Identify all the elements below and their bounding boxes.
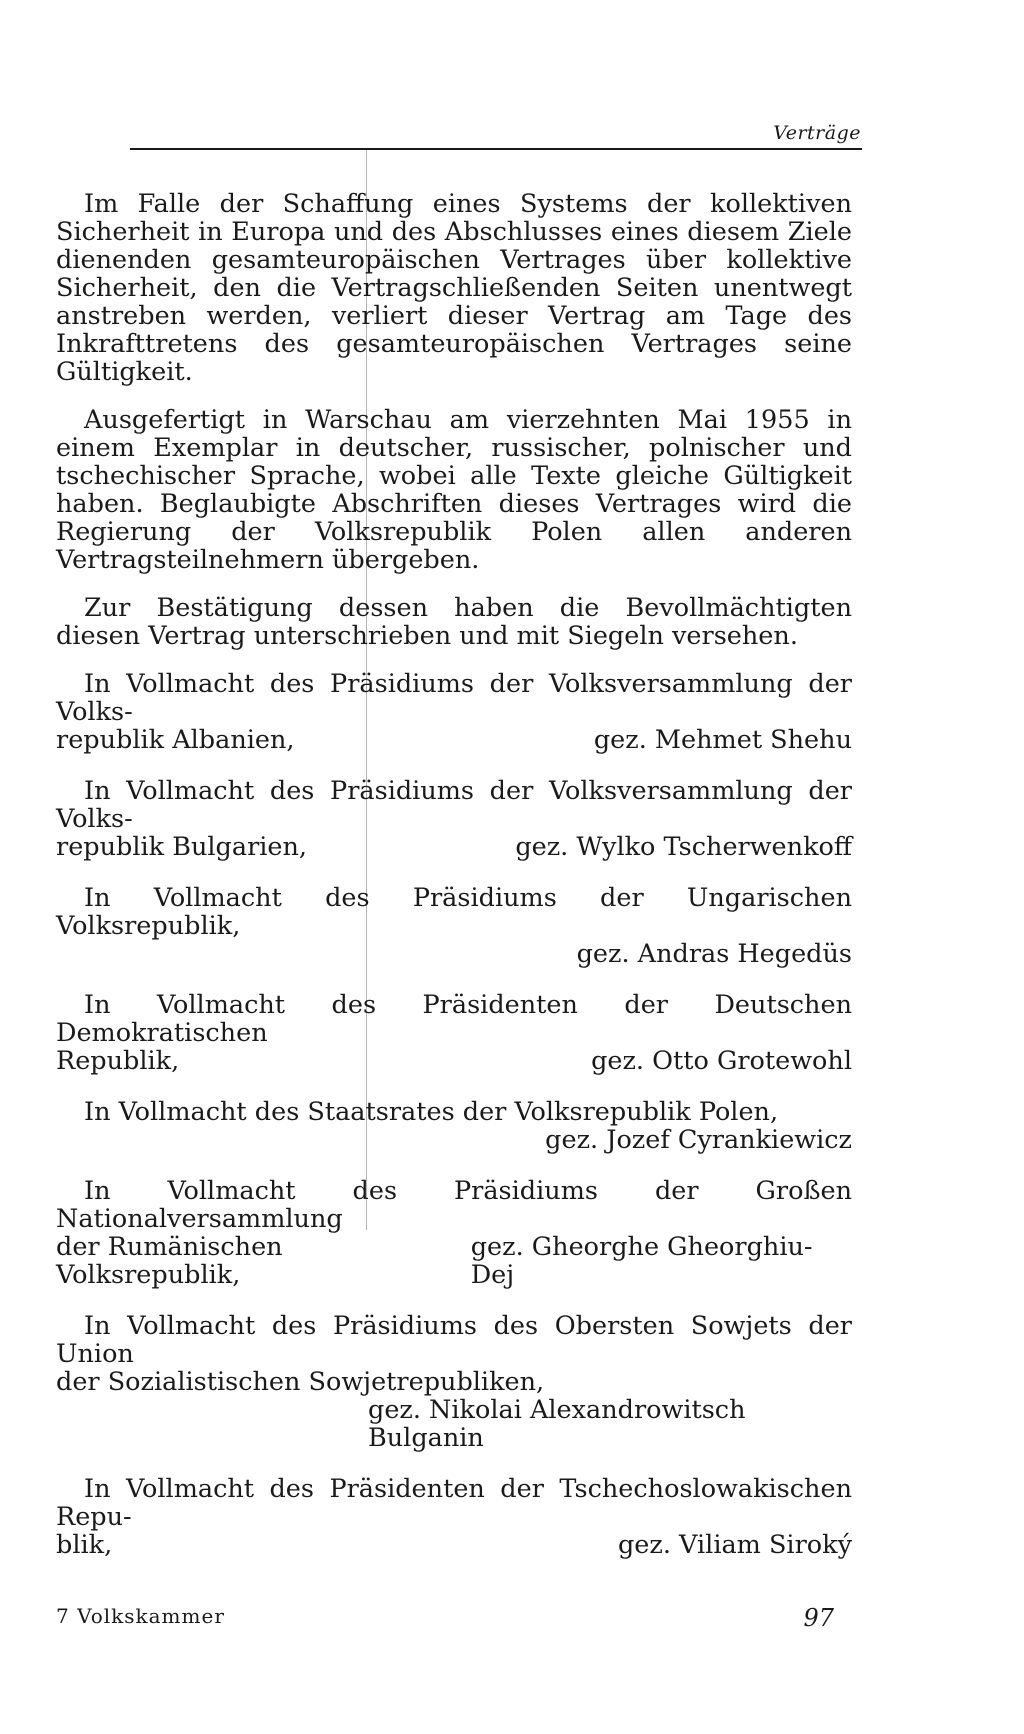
- signature-authority: In Vollmacht des Präsidenten der Deutschen Demokratischen: [56, 990, 852, 1048]
- signatory-name: gez. Jozef Cyrankiewicz: [545, 1125, 852, 1155]
- signature-authority: In Vollmacht des Präsidenten der Tschechoslowakischen Repu-: [56, 1474, 852, 1532]
- signatory-name: gez. Andras Hegedüs: [576, 939, 852, 969]
- page-number: 97: [803, 1604, 834, 1632]
- signature-bulgaria: [56, 777, 852, 861]
- signature-hungary: [56, 884, 852, 968]
- signature-authority-cont: der Rumänischen Volksrepublik,: [56, 1232, 283, 1290]
- signatory-name: gez. Viliam Siroký: [617, 1530, 852, 1560]
- signature-authority-cont: der Sozialistischen Sowjetrepubliken,: [56, 1367, 545, 1397]
- paragraph-execution: Ausgefertigt in Warschau am vierzehnten Mai 1955 in einem Exemplar in deutscher, russischer, polnischer und tschechischer Sprache, wobei alle Texte gleiche Gültigkeit haben. Beglaubigte Abschriften dieses Vertrages wird die Regierung der Volksrepublik Polen allen anderen Vertragsteilnehmern übergeben.: [56, 405, 852, 575]
- signature-ussr: [56, 1312, 852, 1452]
- header-rule: [130, 148, 862, 150]
- body-text: [56, 190, 852, 1582]
- signature-czechoslovakia: [56, 1475, 852, 1559]
- signature-authority: In Vollmacht des Präsidiums der Volksversammlung der Volks-: [56, 669, 852, 727]
- signature-authority: In Vollmacht des Präsidiums der Ungarischen Volksrepublik,: [56, 883, 852, 941]
- signature-authority-cont: blik,: [56, 1530, 113, 1560]
- signatory-name: gez. Nikolai Alexandrowitsch Bulganin: [368, 1395, 746, 1453]
- signature-authority: In Vollmacht des Präsidiums der Volksversammlung der Volks-: [56, 776, 852, 834]
- signature-authority-cont: republik Albanien,: [56, 725, 295, 755]
- signatory-name: gez. Mehmet Shehu: [593, 725, 852, 755]
- signatory-name: gez. Otto Grotewohl: [591, 1046, 852, 1076]
- signature-authority: In Vollmacht des Präsidiums des Obersten Sowjets der Union: [56, 1311, 852, 1369]
- signature-romania: [56, 1177, 852, 1289]
- running-title: Verträge: [773, 122, 861, 144]
- signature-gdr: [56, 991, 852, 1075]
- signature-authority: In Vollmacht des Staatsrates der Volksrepublik Polen,: [84, 1097, 779, 1127]
- signature-poland: [56, 1098, 852, 1154]
- signatory-name: gez. Gheorghe Gheorghiu-Dej: [470, 1232, 813, 1290]
- signature-authority: In Vollmacht des Präsidiums der Großen Nationalversammlung: [56, 1176, 852, 1234]
- signature-authority-cont: republik Bulgarien,: [56, 832, 308, 862]
- signatory-name: gez. Wylko Tscherwenkoff: [515, 832, 852, 862]
- printer-signature-mark: 7 Volkskammer: [56, 1604, 225, 1628]
- signature-authority-cont: Republik,: [56, 1046, 180, 1076]
- paragraph-confirmation: Zur Bestätigung dessen haben die Bevollmächtigten diesen Vertrag unterschrieben und mit Siegeln versehen.: [56, 593, 852, 651]
- signature-albania: [56, 670, 852, 754]
- paragraph-validity: Im Falle der Schaffung eines Systems der kollektiven Sicherheit in Europa und des Abschlusses eines diesem Ziele dienenden gesamteuropäischen Vertrages über kollektive Sicherheit, den die Vertragschließenden Seiten unentwegt anstreben werden, verliert dieser Vertrag am Tage des Inkrafttretens des gesamteuropäischen Vertrages seine Gültigkeit.: [56, 189, 852, 387]
